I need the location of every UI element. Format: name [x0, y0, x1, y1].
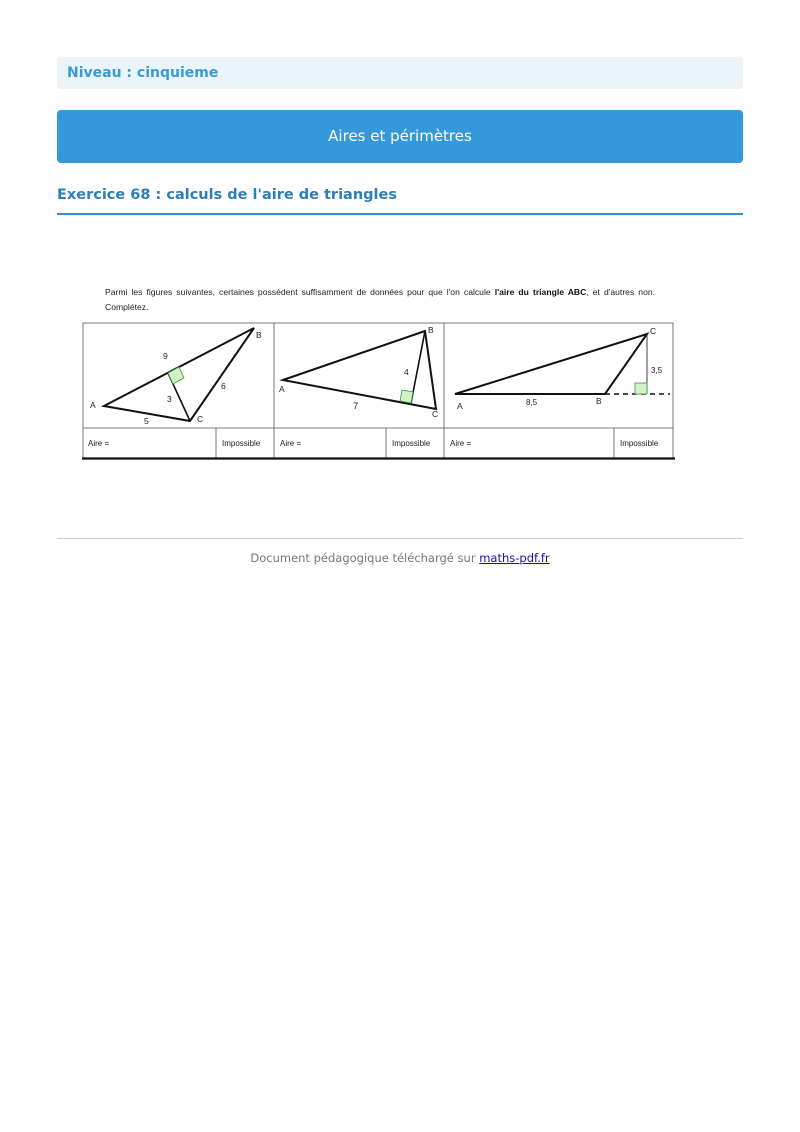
exercise-title: Exercice 68 : calculs de l'aire de triangles: [57, 185, 743, 215]
triangle-3-label-a: A: [457, 401, 463, 411]
triangle-3-measure-height: 3,5: [651, 366, 663, 375]
footer-divider: [57, 538, 743, 539]
answer-3-aire: Aire =: [450, 439, 472, 448]
table-grid: [83, 323, 673, 458]
triangle-2-label-b: B: [428, 325, 434, 335]
triangle-3-right-angle: [635, 383, 647, 394]
triangle-2-label-c: C: [432, 409, 439, 419]
instructions-part-1: Parmi les figures suivantes, certaines possèdent suffisamment de données pour que l'on calcule: [105, 287, 495, 297]
triangle-2-measure-7: 7: [353, 401, 359, 412]
triangle-1-measure-9: 9: [163, 351, 168, 361]
triangle-1-measure-6: 6: [221, 381, 226, 391]
exercise-figure: [80, 282, 680, 464]
answer-3-impossible: Impossible: [620, 439, 659, 448]
instructions-bold: l'aire du triangle ABC: [494, 287, 587, 297]
triangle-1-measure-3: 3: [167, 394, 172, 404]
footer-text: Document pédagogique téléchargé sur: [250, 551, 480, 565]
triangle-2-label-a: A: [279, 384, 285, 394]
triangle-3-label-c: C: [650, 326, 657, 336]
triangle-3: [455, 326, 670, 411]
answer-row: [88, 439, 659, 448]
answer-1-aire: Aire =: [88, 439, 110, 448]
triangles-table: [80, 282, 680, 464]
triangle-1-label-b: B: [256, 330, 262, 340]
chapter-banner: Aires et périmètres: [57, 110, 743, 163]
triangle-2: [279, 325, 438, 419]
answer-2-aire: Aire =: [280, 439, 302, 448]
triangle-2-measure-4: 4: [404, 367, 409, 377]
instructions-part-2: , et d'autres non. Complétez.: [105, 287, 656, 312]
triangle-1-measure-5: 5: [144, 416, 149, 426]
triangle-3-shape: [455, 334, 647, 394]
answer-2-impossible: Impossible: [392, 439, 431, 448]
triangle-2-right-angle: [400, 390, 413, 403]
triangle-3-label-b: B: [596, 396, 602, 406]
level-badge: Niveau : cinquieme: [57, 57, 743, 89]
triangle-1: [90, 328, 262, 426]
triangle-1-right-angle: [168, 367, 184, 384]
triangle-3-measure-base: 8,5: [526, 398, 538, 407]
footer: [57, 551, 743, 565]
triangle-1-label-a: A: [90, 400, 96, 410]
answer-1-impossible: Impossible: [222, 439, 261, 448]
footer-link[interactable]: maths-pdf.fr: [479, 551, 550, 565]
triangle-1-label-c: C: [197, 414, 204, 424]
triangle-2-shape: [283, 331, 436, 409]
